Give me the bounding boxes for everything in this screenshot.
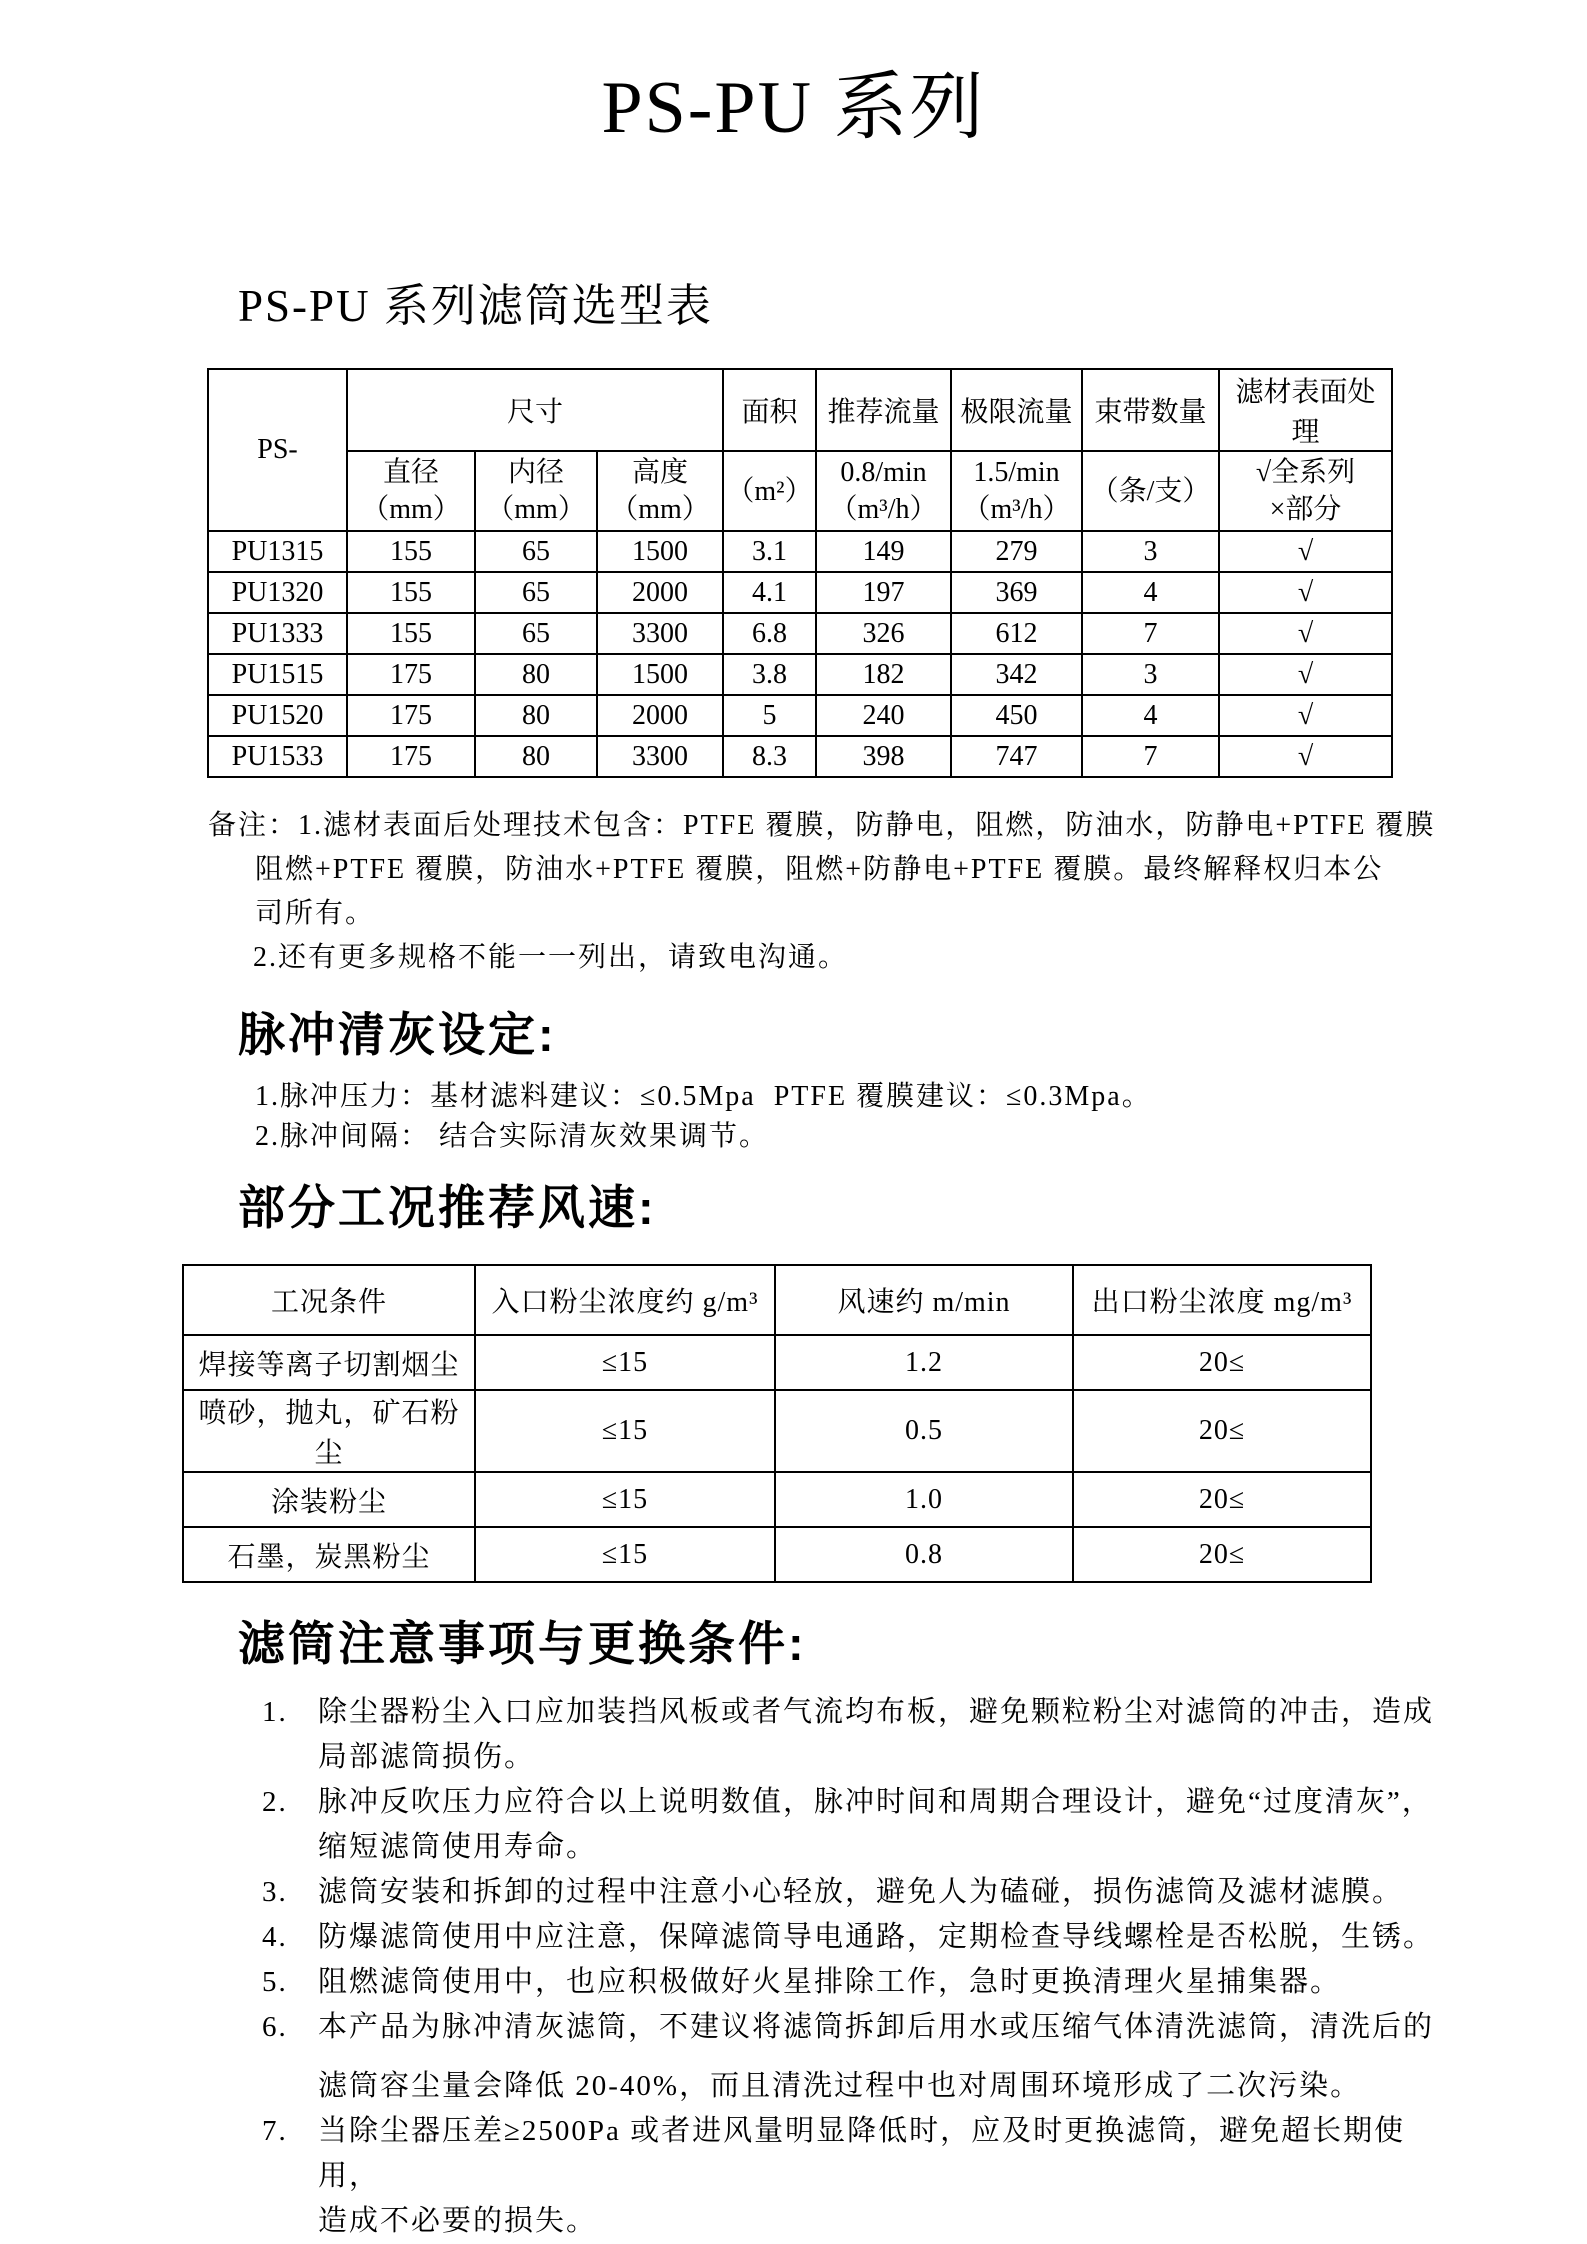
cell-inner: 65 [475,531,597,572]
cell-bands: 4 [1082,695,1219,736]
column-header-diameter: 直径 （mm） [347,451,475,531]
selection-heading: PS-PU 系列滤筒选型表 [238,281,713,332]
column-header-area-unit: （m²） [723,451,816,531]
list-item [262,2109,1462,2244]
cell-model: PU1333 [208,613,347,654]
cell-model: PU1533 [208,736,347,777]
airspeed-table [182,1264,1372,1583]
airspeed-heading: 部分工况推荐风速: [238,1181,657,1235]
column-header-airspeed: 风速约 m/min [775,1265,1073,1335]
cell-area: 3.8 [723,654,816,695]
pulse-heading: 脉冲清灰设定: [238,1008,557,1062]
list-item-number: 4. [262,1921,288,1954]
cell-limit-flow: 612 [951,613,1082,654]
cell-limit-flow: 747 [951,736,1082,777]
cell-model: PU1520 [208,695,347,736]
table-notes [208,804,1587,980]
list-item-text: 造成不必要的损失。 [318,2205,598,2238]
cell-diameter: 155 [347,613,475,654]
cell-bands: 7 [1082,736,1219,777]
cell-limit-flow: 369 [951,572,1082,613]
cell-condition: 焊接等离子切割烟尘 [183,1335,475,1390]
cell-bands: 3 [1082,654,1219,695]
note-line: 2.还有更多规格不能一一列出，请致电沟通。 [253,942,849,974]
cell-height: 3300 [597,613,723,654]
list-item-text: 除尘器粉尘入口应加装挡风板或者气流均布板，避免颗粒粉尘对滤筒的冲击，造成 [318,1696,1435,1729]
list-item-text: 防爆滤筒使用中应注意，保障滤筒导电通路，定期检查导线螺栓是否松脱，生锈。 [318,1921,1435,1954]
selection-table [207,368,1393,778]
cell-condition: 石墨，炭黑粉尘 [183,1527,475,1582]
cell-model: PU1320 [208,572,347,613]
cell-surface-check: √ [1219,654,1392,695]
cell-model: PU1315 [208,531,347,572]
table-row [208,531,1392,572]
column-header-limit-flow-unit: 1.5/min （m³/h） [951,451,1082,531]
cell-speed: 1.2 [775,1335,1073,1390]
cell-outlet: 20≤ [1073,1390,1371,1472]
column-header-inlet-concentration: 入口粉尘浓度约 g/m³ [475,1265,775,1335]
list-item-text: 阻燃滤筒使用中，也应积极做好火星排除工作，急时更换清理火星捕集器。 [318,1966,1342,1999]
pulse-item: 2.脉冲间隔： 结合实际清灰效果调节。 [255,1121,770,1153]
column-header-outlet-concentration: 出口粉尘浓度 mg/m³ [1073,1265,1371,1335]
cell-surface-check: √ [1219,531,1392,572]
cell-rec-flow: 149 [816,531,951,572]
table-row [208,572,1392,613]
list-item-text: 本产品为脉冲清灰滤筒，不建议将滤筒拆卸后用水或压缩气体清洗滤筒，清洗后的 [318,2011,1435,2044]
cell-surface-check: √ [1219,613,1392,654]
cell-rec-flow: 182 [816,654,951,695]
table-row [208,695,1392,736]
list-item-text: 滤筒安装和拆卸的过程中注意小心轻放，避免人为磕碰，损伤滤筒及滤材滤膜。 [318,1876,1404,1909]
cell-diameter: 155 [347,572,475,613]
cell-outlet: 20≤ [1073,1527,1371,1582]
cell-rec-flow: 240 [816,695,951,736]
cell-bands: 7 [1082,613,1219,654]
cell-surface-check: √ [1219,736,1392,777]
column-header-recommended-flow: 推荐流量 [816,369,951,451]
cell-height: 3300 [597,736,723,777]
column-header-model: PS- [208,369,347,531]
column-header-surface-legend: √全系列 ×部分 [1219,451,1392,531]
column-header-recommended-flow-unit: 0.8/min （m³/h） [816,451,951,531]
list-item [262,1870,1462,1915]
cell-outlet: 20≤ [1073,1335,1371,1390]
cell-rec-flow: 398 [816,736,951,777]
list-item-text: 脉冲反吹压力应符合以上说明数值，脉冲时间和周期合理设计，避免“过度清灰”， [318,1786,1433,1819]
list-item-number: 2. [262,1786,288,1819]
cell-inner: 80 [475,695,597,736]
pulse-settings [255,1077,1587,1157]
cell-height: 1500 [597,654,723,695]
cell-outlet: 20≤ [1073,1472,1371,1527]
column-header-height: 高度 （mm） [597,451,723,531]
column-header-surface: 滤材表面处理 [1219,369,1392,451]
list-item-number: 6. [262,2011,288,2044]
column-header-size: 尺寸 [347,369,723,451]
cell-inlet: ≤15 [475,1335,775,1390]
cell-height: 2000 [597,572,723,613]
cell-area: 4.1 [723,572,816,613]
cell-area: 8.3 [723,736,816,777]
cell-speed: 0.8 [775,1527,1073,1582]
list-item [262,2005,1462,2109]
cell-area: 6.8 [723,613,816,654]
cell-condition: 喷砂，抛丸，矿石粉尘 [183,1390,475,1472]
list-item-text: 当除尘器压差≥2500Pa 或者进风量明显降低时，应及时更换滤筒，避免超长期使用， [318,2115,1406,2193]
cell-speed: 1.0 [775,1472,1073,1527]
cell-limit-flow: 279 [951,531,1082,572]
cell-limit-flow: 342 [951,654,1082,695]
cell-model: PU1515 [208,654,347,695]
list-item-number: 5. [262,1966,288,1999]
list-item-number: 7. [262,2115,288,2148]
table-row [183,1472,1371,1527]
list-item-number: 3. [262,1876,288,1909]
table-row [183,1390,1371,1472]
cell-area: 5 [723,695,816,736]
cell-condition: 涂装粉尘 [183,1472,475,1527]
cell-diameter: 175 [347,695,475,736]
cell-inner: 80 [475,736,597,777]
cell-inlet: ≤15 [475,1472,775,1527]
pulse-item: 1.脉冲压力：基材滤料建议：≤0.5Mpa PTFE 覆膜建议：≤0.3Mpa。 [255,1081,1152,1113]
note-line: 备注：1.滤材表面后处理技术包含：PTFE 覆膜，防静电，阻燃，防油水，防静电+PTFE 覆膜 [208,810,1436,842]
notice-list [262,1690,1462,2244]
list-item [262,1915,1462,1960]
cell-limit-flow: 450 [951,695,1082,736]
column-header-band-count: 束带数量 [1082,369,1219,451]
list-item-text: 局部滤筒损伤。 [318,1741,536,1774]
cell-surface-check: √ [1219,572,1392,613]
column-header-condition: 工况条件 [183,1265,475,1335]
cell-inlet: ≤15 [475,1390,775,1472]
cell-height: 2000 [597,695,723,736]
cell-bands: 3 [1082,531,1219,572]
column-header-inner-diameter: 内径 （mm） [475,451,597,531]
cell-speed: 0.5 [775,1390,1073,1472]
cell-rec-flow: 326 [816,613,951,654]
cell-surface-check: √ [1219,695,1392,736]
column-header-area: 面积 [723,369,816,451]
list-item-number: 1. [262,1696,288,1729]
cell-area: 3.1 [723,531,816,572]
notice-heading: 滤筒注意事项与更换条件: [238,1617,807,1671]
document-title: PS-PU 系列 [601,67,986,149]
list-item [262,1960,1462,2005]
cell-inlet: ≤15 [475,1527,775,1582]
cell-diameter: 155 [347,531,475,572]
cell-diameter: 175 [347,654,475,695]
cell-height: 1500 [597,531,723,572]
cell-inner: 80 [475,654,597,695]
table-row [208,736,1392,777]
cell-inner: 65 [475,572,597,613]
note-line: 阻燃+PTFE 覆膜，防油水+PTFE 覆膜，阻燃+防静电+PTFE 覆膜。最终解释权归本公 [255,854,1384,886]
list-item-text: 缩短滤筒使用寿命。 [318,1831,598,1864]
table-row [208,654,1392,695]
table-row [183,1527,1371,1582]
cell-rec-flow: 197 [816,572,951,613]
list-item [262,1690,1462,1780]
list-item [262,1780,1462,1870]
note-line: 司所有。 [255,898,376,930]
table-row [208,613,1392,654]
column-header-limit-flow: 极限流量 [951,369,1082,451]
cell-bands: 4 [1082,572,1219,613]
cell-inner: 65 [475,613,597,654]
cell-diameter: 175 [347,736,475,777]
list-item-text: 滤筒容尘量会降低 20-40%，而且清洗过程中也对周围环境形成了二次污染。 [318,2070,1362,2103]
column-header-band-unit: （条/支） [1082,451,1219,531]
table-row [183,1335,1371,1390]
